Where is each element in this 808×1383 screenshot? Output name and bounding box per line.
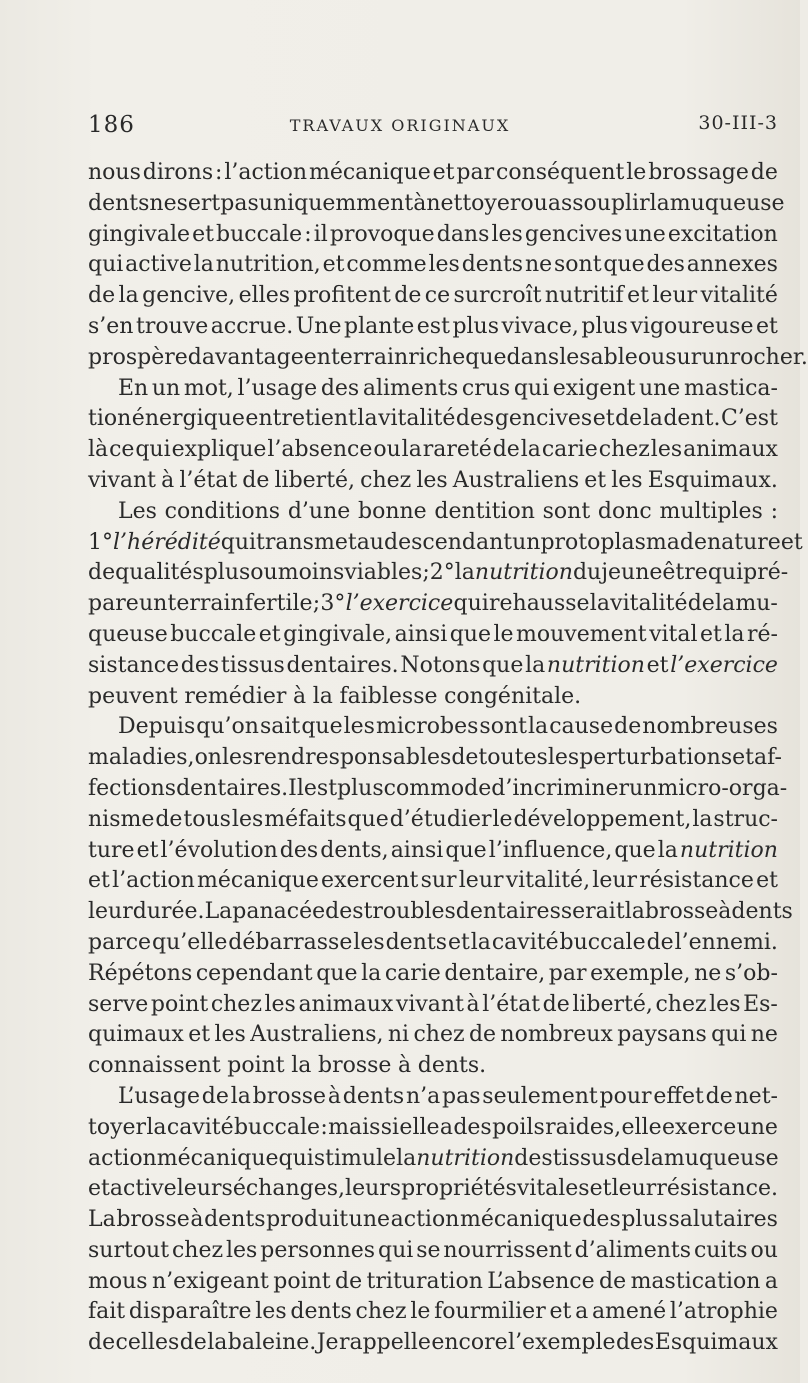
text-line: connaissent point la brosse à dents. <box>88 1053 487 1079</box>
text-line: mous n’exigeant point de trituration L’absence de mastication a <box>88 1268 778 1294</box>
text-line: sistance des tissus dentaires. Notons que la nutrition et l’exercice <box>88 652 778 678</box>
text-line: là ce qui explique l’absence ou la rareté de la carie chez les animaux <box>88 437 778 463</box>
text-line: nisme de tous les méfaits que d’étudier le développement, la struc- <box>88 806 778 832</box>
text-line: gingivale et buccale : il provoque dans les gencives une excitation <box>88 221 778 247</box>
text-line: La brosse à dents produit une action mécanique des plus salutaires <box>88 1207 778 1233</box>
text-line: Depuis qu’on sait que les microbes sont la cause de nombreuses <box>118 714 778 740</box>
text-line: peuvent remédier à la faiblesse congénitale. <box>88 683 582 709</box>
text-line: toyer la cavité buccale : mais si elle a des poils raides, elle exerce une <box>88 1114 778 1140</box>
text-line: qui active la nutrition, et comme les dents ne sont que des annexes <box>88 252 778 278</box>
text-line: action mécanique qui stimule la nutrition des tissus de la muqueuse <box>88 1145 779 1171</box>
page-header <box>0 112 800 142</box>
text-line: dents ne sert pas uniquemment à nettoyer ou assouplir la muqueuse <box>88 190 785 216</box>
text-line: pare un terrain fertile ; 3° l’exercice qui rehausse la vitalité de la mu- <box>88 591 778 617</box>
text-line: ture et l’évolution des dents, ainsi que l’influence, que la nutrition <box>88 837 778 863</box>
text-line: queuse buccale et gingivale, ainsi que le mouvement vital et la ré- <box>88 621 778 647</box>
text-line: 1° l’hérédité qui transmet au descendant un protoplasma de nature et <box>88 529 803 555</box>
text-line: fait disparaître les dents chez le fourmilier et a amené l’atrophie <box>88 1299 778 1325</box>
text-line: de celles de la baleine. Je rappelle encore l’exemple des Esquimaux <box>88 1330 778 1356</box>
text-line: Répétons cependant que la carie dentaire, par exemple, ne s’ob- <box>88 960 778 986</box>
text-line: prospère davantage en terrain riche que dans le sable ou sur un rocher. <box>88 344 808 370</box>
text-line: vivant à l’état de liberté, chez les Australiens et les Esquimaux. <box>88 467 778 493</box>
header-date: 30-III-3 <box>698 112 778 134</box>
text-line: L’usage de la brosse à dents n’a pas seulement pour effet de net- <box>118 1083 778 1109</box>
text-line: fections dentaires. Il est plus commode d’incriminer un micro-orga- <box>88 775 788 801</box>
text-line: s’en trouve accrue. Une plante est plus vivace, plus vigoureuse et <box>88 313 778 339</box>
text-line: surtout chez les personnes qui se nourrissent d’aliments cuits ou <box>88 1237 778 1263</box>
text-line: leur durée. La panacée des troubles dentaires serait la brosse à dents <box>88 899 793 925</box>
text-line: et active leurs échanges, leurs propriétés vitales et leur résistance. <box>88 1176 778 1202</box>
text-line: de la gencive, elles profitent de ce surcroît nutritif et leur vitalité <box>88 283 778 309</box>
text-line: En un mot, l’usage des aliments crus qui exigent une mastica- <box>118 375 778 401</box>
text-line: parce qu’elle débarrasse les dents et la cavité buccale de l’ennemi. <box>88 929 778 955</box>
text-line: quimaux et les Australiens, ni chez de nombreux paysans qui ne <box>88 1022 778 1048</box>
text-line: serve point chez les animaux vivant à l’état de liberté, chez les Es- <box>88 991 778 1017</box>
text-line: et l’action mécanique exercent sur leur vitalité, leur résistance et <box>88 868 778 894</box>
running-title: TRAVAUX ORIGINAUX <box>289 116 511 135</box>
body-text <box>88 158 808 1359</box>
text-line: tion énergique entretient la vitalité des gencives et de la dent. C’est <box>88 406 778 432</box>
text-line: Les conditions d’une bonne dentition sont donc multiples : <box>118 498 778 524</box>
text-line: maladies, on les rend responsables de toutes les perturbations et af- <box>88 745 782 771</box>
page-number: 186 <box>88 112 135 138</box>
text-line: de qualités plus ou moins viables ; 2° la nutrition du jeune être qui pré- <box>88 560 789 586</box>
text-line: nous dirons : l’action mécanique et par conséquent le brossage de <box>88 160 778 185</box>
